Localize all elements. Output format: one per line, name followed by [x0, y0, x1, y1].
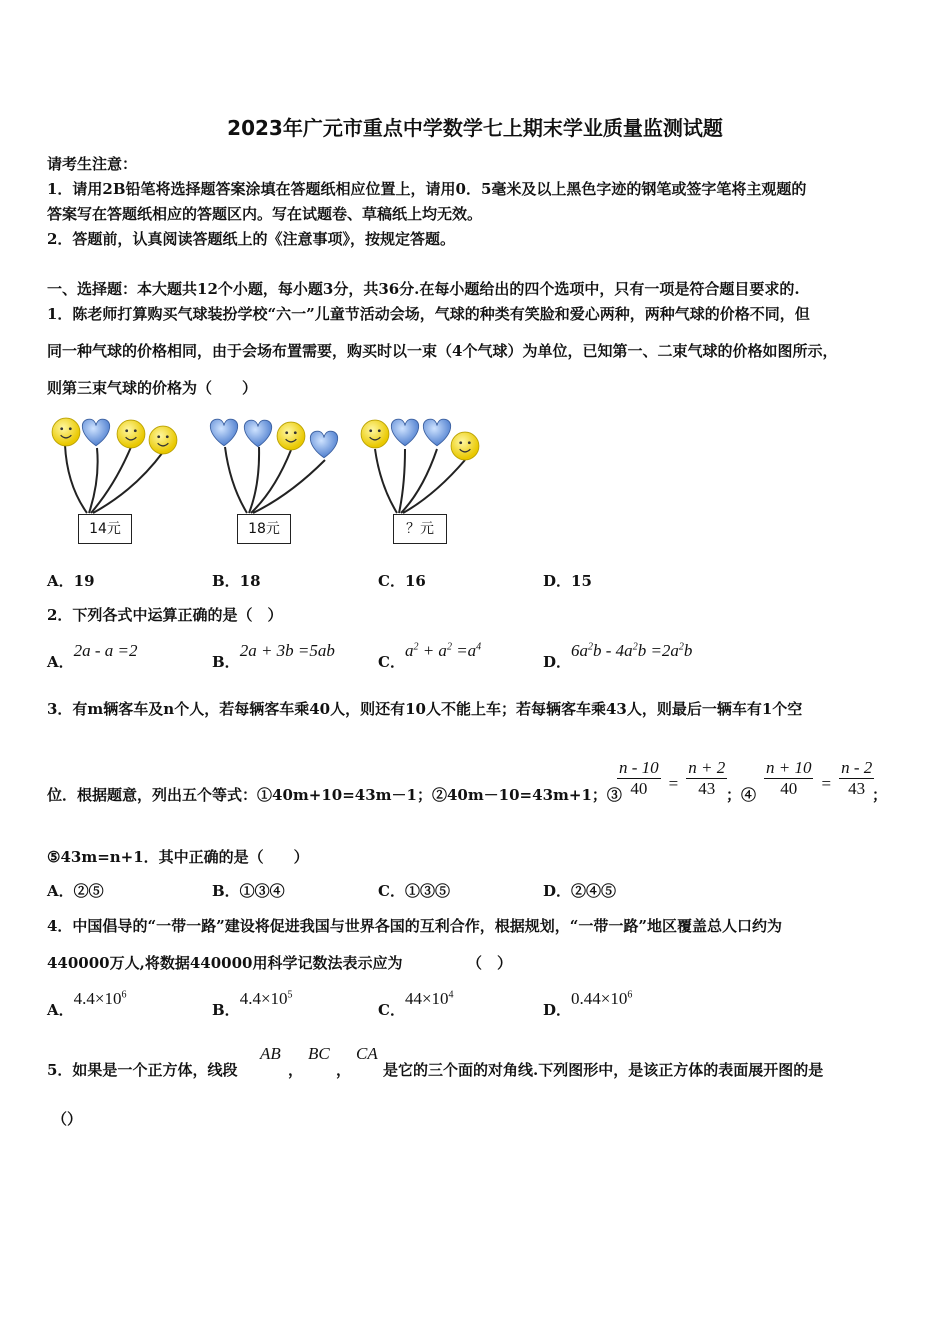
q2-option-c-label: C． — [378, 653, 405, 671]
q3-eq3-right-fraction: $\frac{n + 2}{43}$ — [688, 758, 726, 798]
balloon-bunch-1 — [52, 418, 177, 513]
price-tag-1: 14元 — [78, 514, 132, 544]
q5-segment-ab: AB — [260, 1044, 281, 1063]
q2-option-b-expr: 2a + 3b =5ab — [239, 641, 335, 660]
q2-option-a[interactable] — [47, 640, 138, 671]
q2-option-c[interactable] — [378, 640, 482, 671]
balloon-bunch-3 — [361, 419, 479, 513]
q5-answer-paren: （） — [52, 1110, 83, 1128]
q4-answer-paren: （ ） — [467, 954, 513, 972]
q4-option-d[interactable] — [543, 988, 633, 1019]
q3-eq3-left-fraction: $\frac{n - 10}{40}$ — [619, 758, 659, 798]
q3-line-3: ⑤43m=n+1．其中正确的是（ ） — [47, 848, 309, 866]
q3-option-a[interactable]: A．②⑤ — [47, 882, 104, 900]
q1-option-a[interactable]: A．19 — [47, 572, 95, 590]
q3-option-b[interactable]: B．①③④ — [212, 882, 285, 900]
q2-option-b-label: B． — [212, 653, 240, 671]
q3-equation-4: $\frac{n + 10}{40}$ = $\frac{n - 2}{43}$ — [766, 758, 873, 798]
q3-end: ； — [872, 786, 888, 804]
price-tag-2: 18元 — [237, 514, 291, 544]
q5-comma-1: ， — [288, 1061, 304, 1079]
q4-option-a-expr: $4.4\times 10^6$ — [73, 989, 127, 1008]
notice-line-1a: 1．请用2B铅笔将选择题答案涂填在答题纸相应位置上，请用0．5毫米及以上黑色字迹的钢笔或签字笔将主观题的 — [47, 180, 807, 198]
q5-comma-2: ， — [336, 1061, 352, 1079]
q3-option-c[interactable]: C．①③⑤ — [378, 882, 450, 900]
q4-line-2: 440000万人,将数据440000用科学记数法表示应为 — [47, 954, 403, 972]
q4-option-c-expr: $44\times 10^4$ — [404, 989, 454, 1008]
notice-heading: 请考生注意： — [47, 155, 138, 173]
q3-eq4-left-fraction: $\frac{n + 10}{40}$ — [766, 758, 812, 798]
price-tag-3: ？元 — [393, 514, 447, 544]
q3-eq4-right-fraction: $\frac{n - 2}{43}$ — [841, 758, 873, 798]
q4-option-c-label: C． — [378, 1001, 405, 1019]
q2-option-a-label: A． — [47, 653, 74, 671]
q4-line-1: 4．中国倡导的“一带一路”建设将促进我国与世界各国的互利合作，根据规划，“一带一路”地区覆盖总人口约为 — [47, 917, 782, 935]
q2-option-d-label: D． — [543, 653, 572, 671]
page-title: 2023年广元市重点中学数学七上期末学业质量监测试题 — [227, 116, 723, 140]
q3-line-2: 位．根据题意，列出五个等式：①40m+10=43m－1；②40m－10=43m+1；③ — [47, 786, 622, 804]
q4-option-b[interactable] — [212, 988, 293, 1019]
q4-option-d-expr: $0.44\times 10^6$ — [571, 989, 633, 1008]
q5-stem-prefix: 5．如果是一个正方体，线段 — [47, 1061, 238, 1079]
q1-line-1: 1．陈老师打算购买气球装扮学校“六一”儿童节活动会场，气球的种类有笑脸和爱心两种，两种气球的价格不同，但 — [47, 305, 810, 323]
q2-stem: 2．下列各式中运算正确的是（ ） — [47, 606, 283, 624]
q3-option-d[interactable]: D．②④⑤ — [543, 882, 617, 900]
q2-option-d-expr: $6a^2b - 4a^2b =2a^2b$ — [571, 641, 693, 660]
q1-option-d[interactable]: D．15 — [543, 572, 592, 590]
q4-option-c[interactable] — [378, 988, 454, 1019]
q1-line-2: 同一种气球的价格相同，由于会场布置需要，购买时以一束（4个气球）为单位，已知第一、二束气球的价格如图所示， — [47, 342, 838, 360]
q5-segment-bc: BC — [308, 1044, 330, 1063]
balloon-bunch-2 — [210, 419, 337, 513]
q2-option-b[interactable] — [212, 640, 335, 671]
q1-option-c[interactable]: C．16 — [378, 572, 426, 590]
q2-option-c-expr: $a^2 + a^2 =a^4$ — [404, 641, 482, 660]
q5-stem-suffix: 是它的三个面的对角线.下列图形中，是该正方体的表面展开图的是 — [383, 1061, 824, 1079]
q4-option-a-label: A． — [47, 1001, 74, 1019]
q2-option-d[interactable] — [543, 640, 693, 671]
q5-segment-ca: CA — [356, 1044, 378, 1063]
q4-option-d-label: D． — [543, 1001, 572, 1019]
section-heading: 一、选择题：本大题共12个小题，每小题3分，共36分.在每小题给出的四个选项中，只有一项是符合题目要求的. — [47, 280, 800, 298]
q4-option-a[interactable] — [47, 988, 127, 1019]
q4-option-b-label: B． — [212, 1001, 240, 1019]
q3-separator: ；④ — [726, 786, 757, 804]
notice-line-1b: 答案写在答题纸相应的答题区内。写在试题卷、草稿纸上均无效。 — [47, 205, 483, 223]
q4-option-b-expr: $4.4\times 10^5$ — [239, 989, 293, 1008]
q3-line-1: 3．有m辆客车及n个人，若每辆客车乘40人，则还有10人不能上车；若每辆客车乘43人，则最后一辆车有1个空 — [47, 700, 803, 718]
notice-line-2: 2．答题前，认真阅读答题纸上的《注意事项》，按规定答题。 — [47, 230, 455, 248]
q2-option-a-expr: 2a - a =2 — [73, 641, 138, 660]
q1-option-b[interactable]: B．18 — [212, 572, 261, 590]
q3-equation-3: $\frac{n - 10}{40}$ = $\frac{n + 2}{43}$ — [619, 758, 726, 798]
q1-line-3: 则第三束气球的价格为（ ） — [47, 379, 258, 397]
